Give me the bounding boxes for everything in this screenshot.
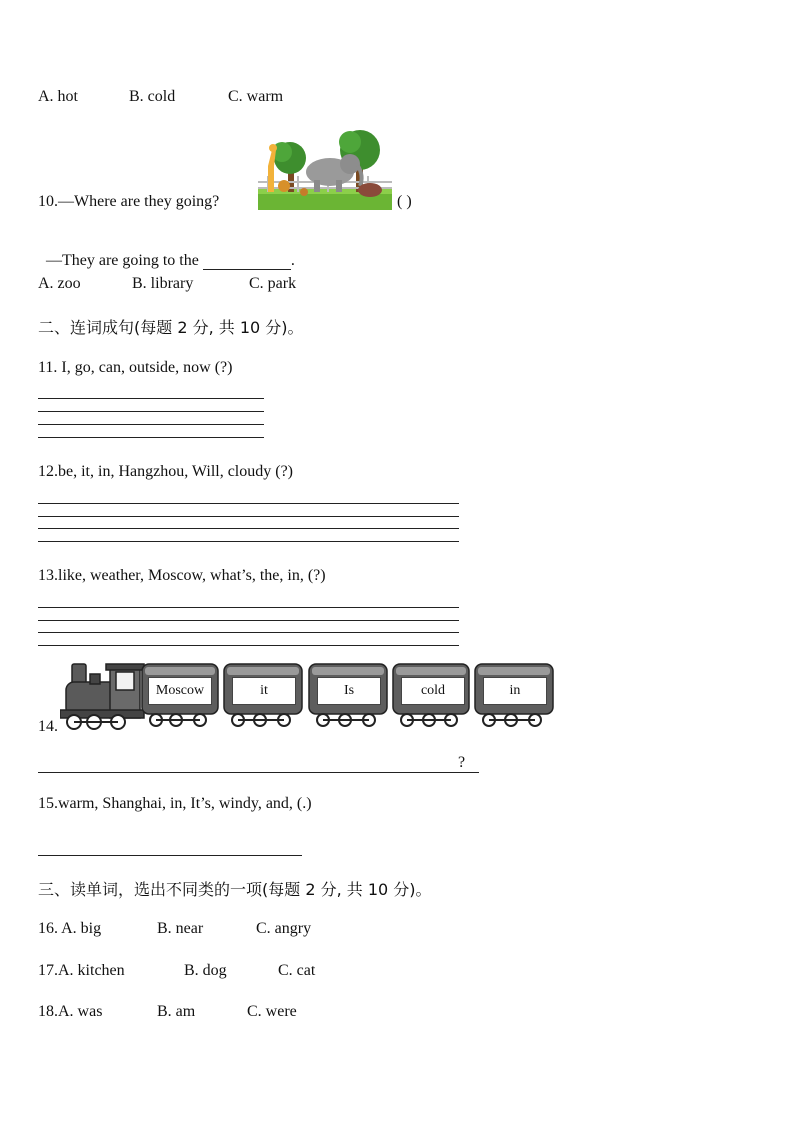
q11-writing-line[interactable] bbox=[38, 398, 264, 399]
q10-prompt: 10.—Where are they going? bbox=[38, 193, 220, 210]
q18-option-b: B. am bbox=[157, 1003, 196, 1020]
q11-prompt: 11. I, go, can, outside, now (?) bbox=[38, 359, 233, 376]
q13-writing-line[interactable] bbox=[38, 607, 459, 608]
train-word-2: it bbox=[232, 677, 296, 705]
train-word-1: Moscow bbox=[148, 677, 212, 705]
q11-writing-line[interactable] bbox=[38, 437, 264, 438]
q15-prompt: 15.warm, Shanghai, in, It’s, windy, and, (.) bbox=[38, 795, 312, 812]
q12-writing-line[interactable] bbox=[38, 503, 459, 504]
q13-prompt: 13.like, weather, Moscow, what’s, the, in, (?) bbox=[38, 567, 326, 584]
q14-answer-line[interactable] bbox=[38, 772, 479, 773]
q10-answer-line bbox=[38, 234, 295, 270]
q10-answer-prefix: —They are going to the bbox=[46, 252, 199, 269]
q11-writing-line[interactable] bbox=[38, 411, 264, 412]
q10-answer-blank[interactable] bbox=[203, 255, 291, 270]
q17-option-b: B. dog bbox=[184, 962, 227, 979]
q15-answer-line[interactable] bbox=[38, 855, 302, 856]
q18-option-a: 18.A. was bbox=[38, 1003, 103, 1020]
q16-option-b: B. near bbox=[157, 920, 204, 937]
q13-writing-line[interactable] bbox=[38, 645, 459, 646]
q12-writing-line[interactable] bbox=[38, 541, 459, 542]
q14-number: 14. bbox=[38, 718, 58, 735]
q12-writing-line[interactable] bbox=[38, 516, 459, 517]
train-word-3: Is bbox=[317, 677, 381, 705]
q17-option-a: 17.A. kitchen bbox=[38, 962, 125, 979]
q12-prompt: 12.be, it, in, Hangzhou, Will, cloudy (?) bbox=[38, 463, 294, 480]
q11-writing-line[interactable] bbox=[38, 424, 264, 425]
train-word-5: in bbox=[483, 677, 547, 705]
q18-option-c: C. were bbox=[247, 1003, 297, 1020]
q12-writing-line[interactable] bbox=[38, 528, 459, 529]
q14-end-mark: ? bbox=[458, 754, 466, 771]
q10-option-b: B. library bbox=[132, 275, 194, 292]
q16-option-a: 16. A. big bbox=[38, 920, 102, 937]
locomotive bbox=[60, 664, 144, 718]
q10-answer-suffix: . bbox=[290, 252, 295, 269]
q9-option-b: B. cold bbox=[129, 88, 176, 105]
q13-writing-line[interactable] bbox=[38, 632, 459, 633]
q10-answer-bracket: ( ) bbox=[397, 193, 412, 210]
section-2-title: 二、连词成句(每题 2 分, 共 10 分)。 bbox=[38, 318, 304, 337]
q9-option-c: C. warm bbox=[228, 88, 284, 105]
section-3-title: 三、读单词，选出不同类的一项(每题 2 分, 共 10 分)。 bbox=[38, 880, 432, 899]
train-word-4: cold bbox=[401, 677, 465, 705]
q10-option-c: C. park bbox=[249, 275, 297, 292]
q17-option-c: C. cat bbox=[278, 962, 316, 979]
q16-option-c: C. angry bbox=[256, 920, 312, 937]
q13-writing-line[interactable] bbox=[38, 620, 459, 621]
q9-option-a: A. hot bbox=[38, 88, 78, 105]
q10-option-a: A. zoo bbox=[38, 275, 81, 292]
zoo-illustration bbox=[258, 130, 392, 210]
